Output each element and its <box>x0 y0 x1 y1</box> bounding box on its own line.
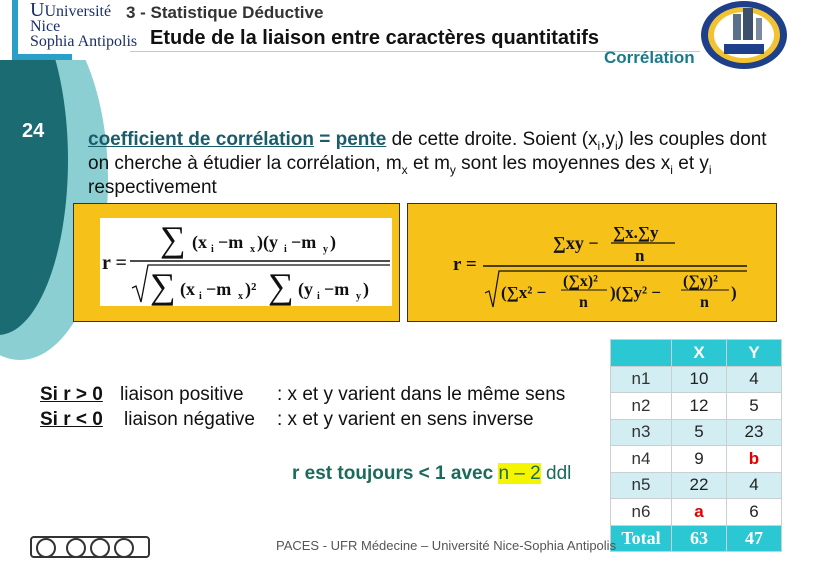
total-x: 63 <box>672 525 727 552</box>
text-part-4: et m <box>407 153 450 174</box>
svg-text:): ) <box>363 279 369 299</box>
table-row <box>611 366 782 393</box>
cc-license-icon <box>32 538 148 556</box>
table-row <box>611 419 782 446</box>
table-cell: n3 <box>611 419 672 446</box>
svg-text:(∑x)²: (∑x)² <box>563 273 598 290</box>
svg-text:): ) <box>731 283 737 302</box>
rule-description: : x et y varient en sens inverse <box>277 409 534 430</box>
table-cell: 23 <box>727 419 782 446</box>
rule-condition: Si r > 0 <box>40 384 103 405</box>
data-table <box>610 339 782 552</box>
svg-text:−m: −m <box>218 232 244 252</box>
unknown-value-b: b <box>727 446 782 473</box>
correlation-formula-definition <box>100 218 392 306</box>
table-cell: 4 <box>727 472 782 499</box>
svg-text:∑: ∑ <box>160 219 186 259</box>
svg-text:(∑x² −: (∑x² − <box>501 283 547 302</box>
total-y: 47 <box>727 525 782 552</box>
svg-text:): ) <box>330 232 336 252</box>
svg-text:(x: (x <box>180 279 195 299</box>
table-total-row <box>611 525 782 552</box>
svg-text:∑: ∑ <box>268 266 294 306</box>
svg-text:(y: (y <box>298 279 313 299</box>
text-part-5: sont les moyennes des x <box>455 153 671 174</box>
note-ddl: ddl <box>540 463 572 484</box>
table-cell: 22 <box>672 472 727 499</box>
table-cell: 5 <box>727 393 782 420</box>
svg-text:−m: −m <box>291 232 317 252</box>
rule-label: liaison négative <box>124 409 255 430</box>
svg-text:n: n <box>700 294 709 311</box>
table-cell: 6 <box>727 499 782 526</box>
term-slope: pente <box>335 129 387 150</box>
note-main: r est toujours < 1 avec <box>292 463 499 484</box>
table-cell: n6 <box>611 499 672 526</box>
table-cell: n2 <box>611 393 672 420</box>
svg-text:)(y: )(y <box>257 232 278 252</box>
svg-text:)²: )² <box>245 279 257 299</box>
svg-text:(∑y)²: (∑y)² <box>683 273 718 290</box>
degrees-of-freedom-note <box>292 463 571 485</box>
table-header-row <box>611 340 782 367</box>
svg-text:∑: ∑ <box>150 266 176 306</box>
slide-number: 24 <box>22 120 45 142</box>
svg-text:i: i <box>284 244 287 255</box>
text-part-7: respectivement <box>88 177 217 198</box>
text-part-3: ) les couples dont on cherche à étudier la corrélation, m <box>88 129 767 174</box>
table-cell: 10 <box>672 366 727 393</box>
svg-text:r =: r = <box>102 252 127 274</box>
svg-text:i: i <box>199 291 202 302</box>
svg-text:∑xy −: ∑xy − <box>553 233 599 253</box>
table-cell: 9 <box>672 446 727 473</box>
rule-description: : x et y varient dans le même sens <box>277 384 566 405</box>
table-cell: 4 <box>727 366 782 393</box>
logo-line1: Université <box>44 3 112 20</box>
sign-rules <box>40 382 565 432</box>
term-correlation-coefficient: coefficient de corrélation <box>88 129 314 150</box>
table-header <box>611 340 672 367</box>
definition-paragraph: coefficient de corrélation = pente de cette droite. Soient $(x_i,y_i)$ les couples dont on cherche à étudier la corrélation, $m_x$ et $m_y$ sont les moyennes des $x_i$ et $y_i$ respectivement <box>88 129 767 198</box>
header-subtitle: Etude de la liaison entre caractères quantitatifs <box>150 27 600 49</box>
svg-text:y: y <box>356 291 361 302</box>
table-cell: n4 <box>611 446 672 473</box>
svg-text:i: i <box>317 291 320 302</box>
svg-text:)(∑y² −: )(∑y² − <box>610 283 661 302</box>
table-header: X <box>672 340 727 367</box>
table-row <box>611 472 782 499</box>
logo-line3: Sophia Antipolis <box>30 33 138 50</box>
svg-text:x: x <box>238 291 243 302</box>
footer-text: PACES - UFR Médecine – Université Nice-Sophia Antipolis <box>276 538 617 553</box>
total-label: Total <box>611 525 672 552</box>
table-cell: 5 <box>672 419 727 446</box>
rule-condition: Si r < 0 <box>40 409 103 430</box>
table-row <box>611 393 782 420</box>
svg-text:x: x <box>250 244 255 255</box>
svg-text:(x: (x <box>192 232 207 252</box>
faculty-seal-icon <box>700 0 788 70</box>
table-header: Y <box>727 340 782 367</box>
section-label: Corrélation <box>604 48 695 67</box>
note-highlight: n – 2 <box>498 463 541 484</box>
unknown-value-a: a <box>672 499 727 526</box>
table-row <box>611 499 782 526</box>
svg-text:n: n <box>579 294 588 311</box>
svg-text:r =: r = <box>453 254 477 275</box>
correlation-formula-computation <box>407 203 777 322</box>
text-part-6: et y <box>672 153 709 174</box>
header-title: 3 - Statistique Déductive <box>126 3 324 22</box>
svg-text:y: y <box>323 244 328 255</box>
university-logo-text: UUniversité Nice Sophia Antipolis <box>30 0 138 50</box>
svg-text:−m: −m <box>206 279 232 299</box>
text-part-2: ,y <box>600 129 615 150</box>
svg-text:∑x.∑y: ∑x.∑y <box>613 223 659 242</box>
svg-text:i: i <box>211 244 214 255</box>
creative-commons-badge <box>30 536 150 558</box>
svg-text:n: n <box>635 246 645 265</box>
table-cell: n1 <box>611 366 672 393</box>
table-row <box>611 446 782 473</box>
table-cell: n5 <box>611 472 672 499</box>
logo-line2: Nice <box>30 18 61 35</box>
rule-negative <box>40 407 565 432</box>
svg-text:−m: −m <box>324 279 350 299</box>
rule-label: liaison positive <box>120 384 244 405</box>
rule-positive <box>40 382 565 407</box>
equals-sign: = <box>313 129 336 150</box>
text-part-1: de cette droite. Soient (x <box>386 129 598 150</box>
table-cell: 12 <box>672 393 727 420</box>
